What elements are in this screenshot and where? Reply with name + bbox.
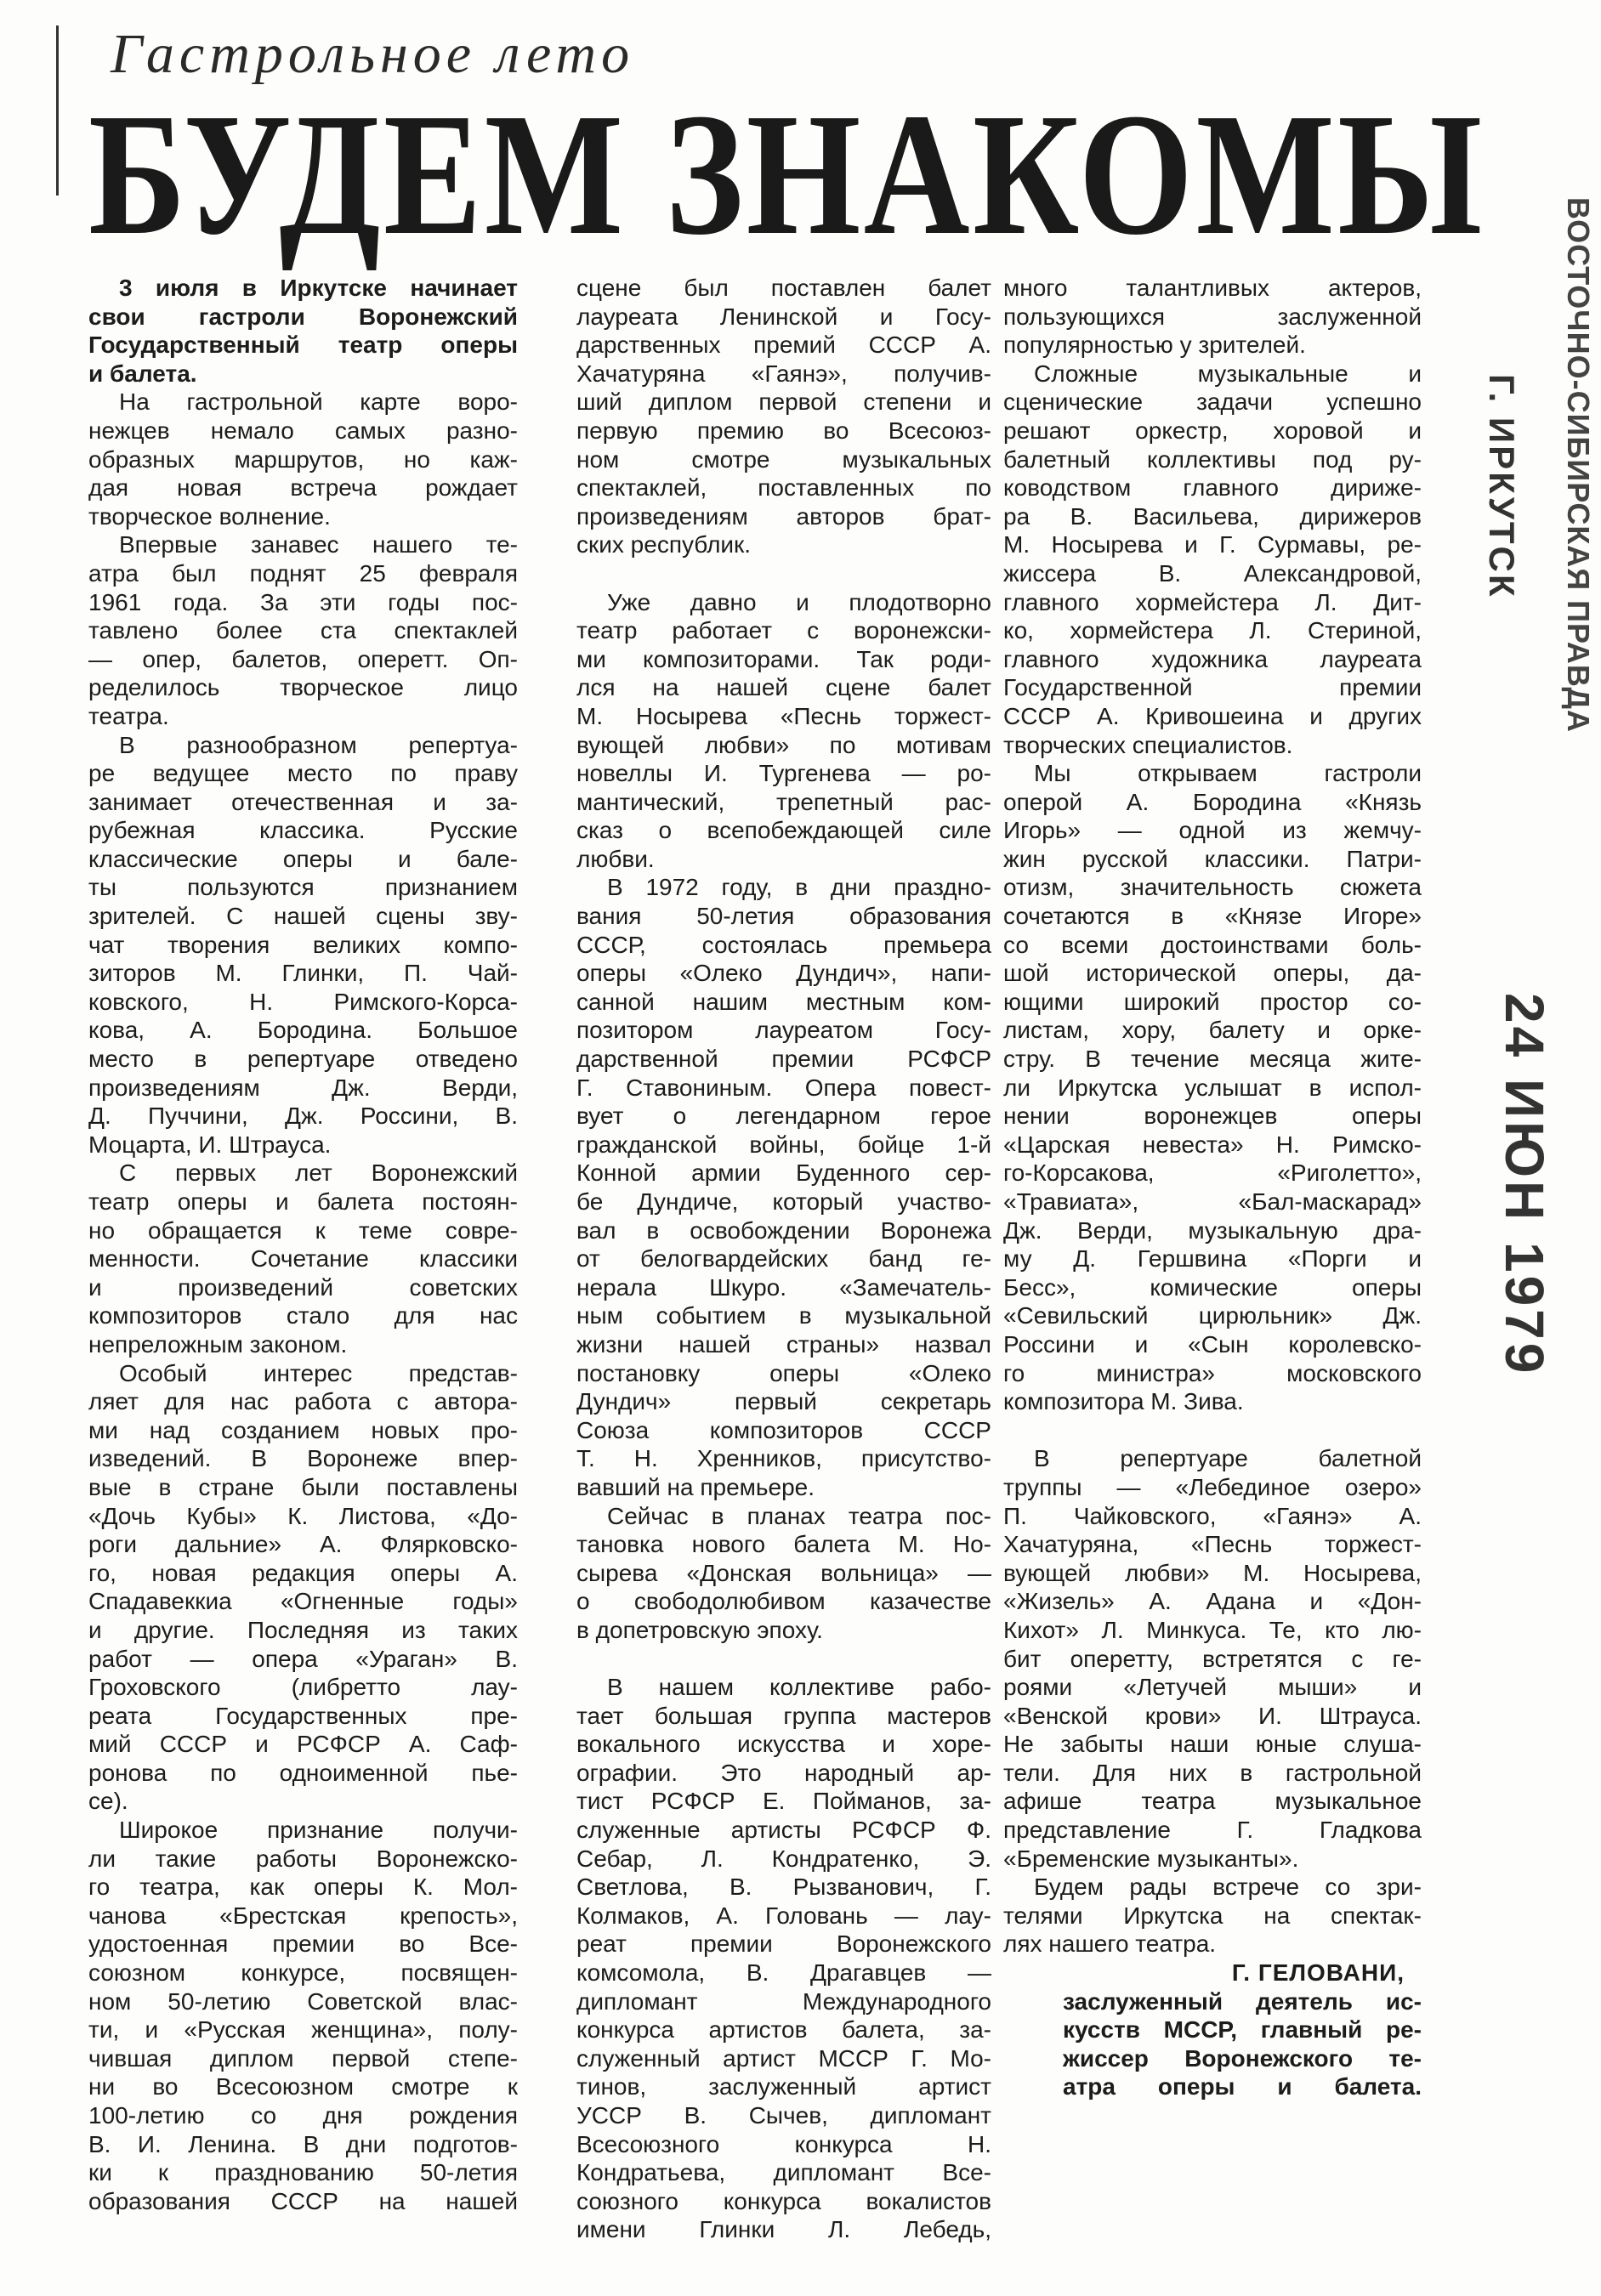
text-line: ределилось творческое лицо bbox=[88, 674, 518, 701]
text-line: союзного конкурса вокалистов bbox=[576, 2187, 991, 2214]
text-line: го-Корсакова, «Риголетто», bbox=[1003, 1159, 1422, 1187]
text-line: «Жизель» А. Адана и «Дон- bbox=[1003, 1588, 1422, 1615]
article-column-1 bbox=[88, 274, 518, 2215]
text-line: «Бременские музыканты». bbox=[1003, 1845, 1299, 1872]
text-line: «Травиата», «Бал-маскарад» bbox=[1003, 1188, 1422, 1215]
text-line: Дж. Верди, музыкальную дра- bbox=[1003, 1216, 1422, 1244]
text-line: произведениям авторов брат- bbox=[576, 502, 991, 530]
text-line: ографии. Это народный ар- bbox=[576, 1759, 991, 1786]
text-line: сочетаются в «Князе Игоре» bbox=[1003, 903, 1422, 930]
stamp-city: Г. ИРКУТСК bbox=[1482, 374, 1522, 599]
text-line: Кондратьева, дипломант Все- bbox=[576, 2159, 991, 2186]
text-line: ми над созданием новых про- bbox=[88, 1416, 518, 1443]
text-line: ми композиторами. Так роди- bbox=[576, 645, 991, 672]
text-line: сценические задачи успешно bbox=[1003, 388, 1422, 416]
text-line: Дундич» первый секретарь bbox=[576, 1388, 991, 1415]
text-line: о свободолюбивом казачестве bbox=[576, 1588, 991, 1615]
text-line: Бесс», комические оперы bbox=[1003, 1273, 1422, 1301]
text-line: нении воронежцев оперы bbox=[1003, 1103, 1422, 1130]
text-line: отизм, значительность сюжета bbox=[1003, 874, 1422, 901]
article-paragraph bbox=[88, 731, 518, 1159]
text-line: ном 50-летию Советской влас- bbox=[88, 1987, 518, 2015]
text-line: В репертуаре балетной bbox=[1034, 1445, 1422, 1472]
text-line: ра В. Васильева, дирижеров bbox=[1003, 502, 1422, 530]
article-paragraph bbox=[88, 388, 518, 530]
article-headline: БУДЕМ ЗНАКОМЫ bbox=[88, 77, 1485, 271]
text-line: атра был поднят 25 февраля bbox=[88, 559, 518, 587]
text-line: любви. bbox=[576, 845, 655, 872]
text-line: тает большая группа мастеров bbox=[576, 1702, 991, 1729]
article-paragraph bbox=[576, 1673, 991, 2244]
text-line: сказ о всепобеждающей силе bbox=[576, 817, 991, 844]
text-line: творческих специалистов. bbox=[1003, 731, 1293, 758]
text-line: и другие. Последняя из таких bbox=[88, 1616, 518, 1643]
text-line: жин русской классики. Патри- bbox=[1003, 845, 1422, 872]
text-line: Уже давно и плодотворно bbox=[607, 588, 991, 615]
text-line: Сложные музыкальные и bbox=[1034, 360, 1422, 387]
text-line: непреложным законом. bbox=[88, 1330, 348, 1358]
text-line: популярностью у зрителей. bbox=[1003, 332, 1306, 359]
text-line: вал в освобождении Воронежа bbox=[576, 1216, 991, 1244]
text-line: чанова «Брестская крепость», bbox=[88, 1902, 518, 1929]
text-line: Сейчас в планах театра пос- bbox=[607, 1502, 991, 1529]
article-paragraph bbox=[1003, 1444, 1422, 1873]
text-line: кова, А. Бородина. Большое bbox=[88, 1017, 518, 1044]
text-line: се). bbox=[88, 1788, 128, 1815]
author-name: Г. ГЕЛОВАНИ, bbox=[1231, 1959, 1405, 1987]
text-line: В нашем коллективе рабо- bbox=[607, 1674, 991, 1701]
text-line: мий СССР и РСФСР А. Саф- bbox=[88, 1731, 518, 1758]
article-paragraph bbox=[88, 1359, 518, 1817]
text-line: бит оперетту, встретятся с ге- bbox=[1003, 1645, 1422, 1672]
article-column-2 bbox=[576, 274, 991, 2244]
text-line: санной нашим местным ком- bbox=[576, 988, 991, 1015]
text-line: сырева «Донская вольница» — bbox=[576, 1559, 991, 1586]
text-line: Г. Ставониным. Опера повест- bbox=[576, 1074, 991, 1101]
text-line: и балета. bbox=[88, 360, 197, 387]
text-line: Россини и «Сын королевско- bbox=[1003, 1330, 1422, 1358]
article-paragraph bbox=[88, 1816, 518, 2215]
text-line: жизни нашей страны» назвал bbox=[576, 1330, 991, 1358]
text-line: «Севильский цирюльник» Дж. bbox=[1003, 1302, 1422, 1329]
text-line: изведений. В Воронеже впер- bbox=[88, 1445, 518, 1472]
article-paragraph bbox=[88, 530, 518, 730]
text-line: Д. Пуччини, Дж. Россини, В. bbox=[88, 1103, 518, 1130]
text-line: тели. Для них в гастрольной bbox=[1003, 1759, 1422, 1786]
text-line: тавлено более ста спектаклей bbox=[88, 617, 518, 644]
text-line: служенный артист МССР Г. Мо- bbox=[576, 2044, 991, 2072]
text-line: Мы открываем гастроли bbox=[1034, 760, 1422, 787]
text-line: композитора М. Зива. bbox=[1003, 1388, 1244, 1415]
article-paragraph bbox=[576, 873, 991, 1501]
text-line: образных маршрутов, но каж- bbox=[88, 445, 518, 473]
text-line: Впервые занавес нашего те- bbox=[119, 531, 518, 558]
text-line: Кихот» Л. Минкуса. Те, кто лю- bbox=[1003, 1616, 1422, 1643]
text-line: нежцев немало самых разно- bbox=[88, 417, 518, 444]
text-line: ни во Всесоюзном смотре к bbox=[88, 2073, 518, 2100]
text-line: композиторов стало для нас bbox=[88, 1302, 518, 1329]
article-paragraph bbox=[576, 274, 991, 559]
text-line: чат творения великих компо- bbox=[88, 931, 518, 958]
article-paragraph bbox=[576, 588, 991, 874]
text-line: ти, и «Русская женщина», полу- bbox=[88, 2016, 518, 2044]
text-line: имени Глинки Л. Лебедь, bbox=[576, 2216, 991, 2243]
section-kicker: Гастрольное лето bbox=[111, 23, 635, 85]
article-paragraph bbox=[1003, 274, 1422, 360]
text-line: оперой А. Бородина «Князь bbox=[1003, 788, 1422, 815]
text-line: го, новая редакция оперы А. bbox=[88, 1559, 518, 1586]
text-line: позитором лауреатом Госу- bbox=[576, 1017, 991, 1044]
text-line: сцене был поставлен балет bbox=[576, 275, 991, 301]
text-line: лся на нашей сцене балет bbox=[576, 674, 991, 701]
text-line: — опер, балетов, оперетт. Оп- bbox=[88, 645, 518, 672]
text-line: ший диплом первой степени и bbox=[576, 388, 991, 416]
text-line: роги дальние» А. Флярковско- bbox=[88, 1531, 518, 1558]
text-line: представление Г. Гладкова bbox=[1003, 1817, 1422, 1844]
author-title-line: атра оперы и балета. bbox=[1063, 2073, 1422, 2100]
text-line: балетный коллективы под ру- bbox=[1003, 445, 1422, 473]
text-line: ным событием в музыкальной bbox=[576, 1302, 991, 1329]
author-title-line: жиссер Воронежского те- bbox=[1063, 2044, 1422, 2072]
text-line: свои гастроли Воронежский bbox=[88, 303, 518, 330]
text-line: творческое волнение. bbox=[88, 502, 331, 530]
text-line: союзном конкурсе, посвящен- bbox=[88, 1959, 518, 1987]
text-line: ли Иркутска услышат в испол- bbox=[1003, 1074, 1422, 1101]
text-line: место в репертуаре отведено bbox=[88, 1046, 518, 1073]
text-line: роями «Летучей мыши» и bbox=[1003, 1674, 1422, 1701]
text-line: ном смотре музыкальных bbox=[576, 445, 991, 473]
text-line: ковского, Н. Римского-Корса- bbox=[88, 988, 518, 1015]
text-line: вокального искусства и хоре- bbox=[576, 1731, 991, 1758]
text-line: менности. Сочетание классики bbox=[88, 1245, 518, 1273]
text-line: комсомола, В. Драгавцев — bbox=[576, 1959, 991, 1987]
text-line: дарственной премии РСФСР bbox=[576, 1046, 991, 1073]
text-line: Себар, Л. Кондратенко, Э. bbox=[576, 1845, 991, 1872]
text-line: работ — опера «Ураган» В. bbox=[88, 1645, 518, 1672]
text-line: жиссера В. Александровой, bbox=[1003, 559, 1422, 587]
text-line: ки к празднованию 50-летия bbox=[88, 2159, 518, 2186]
text-line: Будем рады встрече со зри- bbox=[1034, 1874, 1422, 1901]
text-line: театр оперы и балета постоян- bbox=[88, 1188, 518, 1215]
text-line: С первых лет Воронежский bbox=[119, 1159, 518, 1187]
text-line: новеллы И. Тургенева — ро- bbox=[576, 760, 991, 787]
text-line: листам, хору, балету и орке- bbox=[1003, 1017, 1422, 1044]
article-paragraph bbox=[88, 274, 518, 388]
text-line: труппы — «Лебединое озеро» bbox=[1003, 1473, 1422, 1500]
text-line: чившая диплом первой степе- bbox=[88, 2044, 518, 2072]
text-line: Гроховского (либретто лау- bbox=[88, 1674, 518, 1701]
text-line: образования СССР на нашей bbox=[88, 2187, 518, 2214]
article-paragraph bbox=[88, 1159, 518, 1358]
text-line: Колмаков, А. Головань — лау- bbox=[576, 1902, 991, 1929]
text-line: УССР В. Сычев, дипломант bbox=[576, 2102, 991, 2129]
text-line: Игорь» — одной из жемчу- bbox=[1003, 817, 1422, 844]
text-line: ющими широкий простор со- bbox=[1003, 988, 1422, 1015]
text-line: На гастрольной карте воро- bbox=[119, 388, 518, 416]
article-paragraph bbox=[1003, 1873, 1422, 1959]
text-line: Хачатуряна «Гаянэ», получив- bbox=[576, 360, 991, 387]
text-line: В 1972 году, в дни праздно- bbox=[607, 874, 991, 901]
paragraph-spacer bbox=[576, 559, 991, 588]
paragraph-spacer bbox=[576, 1645, 991, 1674]
text-line: зрителей. С нашей сцены зву- bbox=[88, 903, 518, 930]
text-line: 1961 года. За эти годы пос- bbox=[88, 588, 518, 615]
text-line: 100-летию со дня рождения bbox=[88, 2102, 518, 2129]
clipping-edge-line bbox=[56, 26, 59, 196]
text-line: В. И. Ленина. В дни подготов- bbox=[88, 2130, 518, 2157]
text-line: Широкое признание получи- bbox=[119, 1817, 518, 1844]
text-line: ляет для нас работа с автора- bbox=[88, 1388, 518, 1415]
text-line: Не забыты наши юные слуша- bbox=[1003, 1731, 1422, 1758]
text-line: от белогвардейских банд ге- bbox=[576, 1245, 991, 1273]
text-line: ты пользуются признанием bbox=[88, 874, 518, 901]
text-line: вые в стране были поставлены bbox=[88, 1473, 518, 1500]
text-line: лауреата Ленинской и Госу- bbox=[576, 303, 991, 330]
text-line: занимает отечественная и за- bbox=[88, 788, 518, 815]
text-line: гражданской войны, бойце 1-й bbox=[576, 1131, 991, 1158]
text-line: СССР А. Кривошеина и других bbox=[1003, 702, 1422, 729]
text-line: главного художника лауреата bbox=[1003, 645, 1422, 672]
text-line: вующей любви» по мотивам bbox=[576, 731, 991, 758]
text-line: «Царская невеста» Н. Римско- bbox=[1003, 1131, 1422, 1158]
text-line: ко, хормейстера Л. Стериной, bbox=[1003, 617, 1422, 644]
text-line: 3 июля в Иркутске начинает bbox=[119, 275, 518, 301]
text-line: ли такие работы Воронежско- bbox=[88, 1845, 518, 1872]
text-line: дипломант Международного bbox=[576, 1987, 991, 2015]
text-line: му Д. Гершвина «Порги и bbox=[1003, 1245, 1422, 1273]
text-line: реата Государственных пре- bbox=[88, 1702, 518, 1729]
text-line: ронова по одноименной пье- bbox=[88, 1759, 518, 1786]
text-line: спектаклей, поставленных по bbox=[576, 474, 991, 502]
text-line: «Венской крови» И. Штрауса. bbox=[1003, 1702, 1422, 1729]
text-line: реат премии Воронежского bbox=[576, 1930, 991, 1958]
text-line: театр работает с воронежски- bbox=[576, 617, 991, 644]
text-line: ских республик. bbox=[576, 531, 752, 558]
text-line: но обращается к теме совре- bbox=[88, 1216, 518, 1244]
text-line: СССР, состоялась премьера bbox=[576, 931, 991, 958]
text-line: со всеми достоинствами боль- bbox=[1003, 931, 1422, 958]
text-line: решают оркестр, хоровой и bbox=[1003, 417, 1422, 444]
text-line: вавший на премьере. bbox=[576, 1473, 815, 1500]
text-line: первую премию во Всесоюз- bbox=[576, 417, 991, 444]
text-line: Конной армии Буденного сер- bbox=[576, 1159, 991, 1187]
text-line: В разнообразном репертуа- bbox=[119, 731, 518, 758]
text-line: дарственных премий СССР А. bbox=[576, 332, 991, 359]
article-paragraph bbox=[1003, 360, 1422, 759]
text-line: Светлова, В. Рызванович, Г. bbox=[576, 1874, 991, 1901]
text-line: Всесоюзного конкурса Н. bbox=[576, 2130, 991, 2157]
text-line: удостоенная премии во Все- bbox=[88, 1930, 518, 1958]
text-line: постановку оперы «Олеко bbox=[576, 1359, 991, 1386]
text-line: главного хормейстера Л. Дит- bbox=[1003, 588, 1422, 615]
text-line: вующей любви» М. Носырева, bbox=[1003, 1559, 1422, 1586]
text-line: вует о легендарном герое bbox=[576, 1103, 991, 1130]
text-line: зиторов М. Глинки, П. Чай- bbox=[88, 960, 518, 987]
text-line: стру. В течение месяца жите- bbox=[1003, 1046, 1422, 1073]
text-line: конкурса артистов балета, за- bbox=[576, 2016, 991, 2044]
text-line: тановка нового балета М. Но- bbox=[576, 1531, 991, 1558]
text-line: оперы «Олеко Дундич», напи- bbox=[576, 960, 991, 987]
text-line: П. Чайковского, «Гаянэ» А. bbox=[1003, 1502, 1422, 1529]
text-line: пользующихся заслуженной bbox=[1003, 303, 1422, 330]
author-title bbox=[1003, 1987, 1422, 2101]
text-line: рубежная классика. Русские bbox=[88, 817, 518, 844]
text-line: тист РСФСР Е. Пойманов, за- bbox=[576, 1788, 991, 1815]
text-line: и произведений советских bbox=[88, 1273, 518, 1301]
text-line: Спадавеккиа «Огненные годы» bbox=[88, 1588, 518, 1615]
text-line: М. Носырева «Песнь торжест- bbox=[576, 702, 991, 729]
text-line: телями Иркутска на спектак- bbox=[1003, 1902, 1422, 1929]
text-line: афише театра музыкальное bbox=[1003, 1788, 1422, 1815]
text-line: Моцарта, И. Штрауса. bbox=[88, 1131, 332, 1158]
text-line: мантический, трепетный рас- bbox=[576, 788, 991, 815]
text-line: дая новая встреча рождает bbox=[88, 474, 518, 502]
author-title-line: заслуженный деятель ис- bbox=[1063, 1987, 1422, 2015]
text-line: лях нашего театра. bbox=[1003, 1930, 1217, 1958]
author-title-line: кусств МССР, главный ре- bbox=[1063, 2016, 1422, 2044]
stamp-newspaper-name: ВОСТОЧНО-СИБИРСКАЯ ПРАВДА bbox=[1561, 197, 1596, 734]
text-line: Государственный театр оперы bbox=[88, 332, 518, 359]
text-line: ре ведущее место по праву bbox=[88, 760, 518, 787]
paragraph-spacer bbox=[1003, 1416, 1422, 1445]
text-line: го театра, как оперы К. Мол- bbox=[88, 1874, 518, 1901]
text-line: в допетровскую эпоху. bbox=[576, 1616, 823, 1643]
article-column-3 bbox=[1003, 274, 1422, 2101]
text-line: Особый интерес представ- bbox=[119, 1359, 518, 1386]
text-line: М. Носырева и Г. Сурмавы, ре- bbox=[1003, 531, 1422, 558]
text-line: ководством главного дириже- bbox=[1003, 474, 1422, 502]
text-line: служенные артисты РСФСР Ф. bbox=[576, 1817, 991, 1844]
text-line: Государственной премии bbox=[1003, 674, 1422, 701]
text-line: много талантливых актеров, bbox=[1003, 275, 1422, 301]
text-line: Т. Н. Хренников, присутство- bbox=[576, 1445, 991, 1472]
text-line: театра. bbox=[88, 702, 169, 729]
text-line: Союза композиторов СССР bbox=[576, 1416, 991, 1443]
text-line: нерала Шкуро. «Замечатель- bbox=[576, 1273, 991, 1301]
text-line: вания 50-летия образования bbox=[576, 903, 991, 930]
text-line: «Дочь Кубы» К. Листова, «До- bbox=[88, 1502, 518, 1529]
text-line: бе Дундиче, который участво- bbox=[576, 1188, 991, 1215]
text-line: тинов, заслуженный артист bbox=[576, 2073, 991, 2100]
text-line: Хачатуряна, «Песнь торжест- bbox=[1003, 1531, 1422, 1558]
article-paragraph bbox=[576, 1502, 991, 1645]
text-line: го министра» московского bbox=[1003, 1359, 1422, 1386]
text-line: шой исторической оперы, да- bbox=[1003, 960, 1422, 987]
text-line: классические оперы и бале- bbox=[88, 845, 518, 872]
text-line: произведениям Дж. Верди, bbox=[88, 1074, 518, 1101]
article-paragraph bbox=[1003, 759, 1422, 1416]
stamp-date: 24 ИЮН 1979 bbox=[1494, 993, 1555, 1377]
